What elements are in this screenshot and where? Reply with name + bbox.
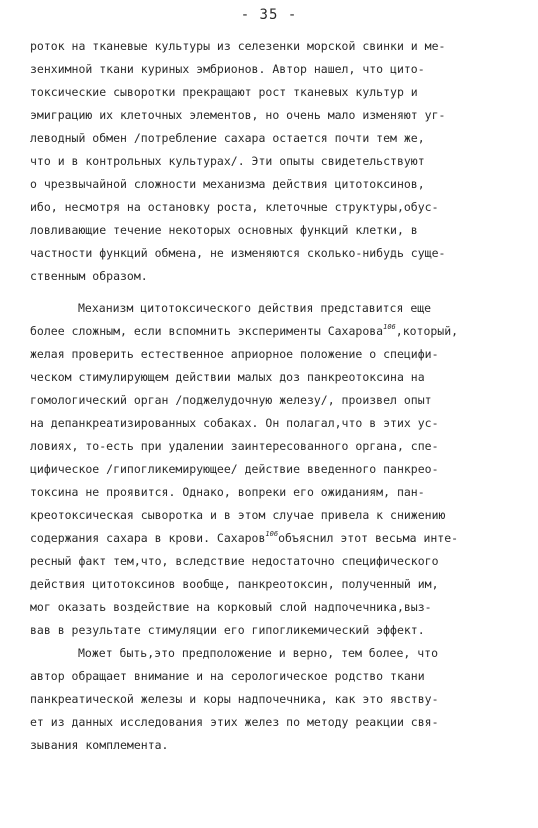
text-segment: ,который, — [395, 324, 459, 338]
text-line: ресный факт тем,что, вследствие недостаточно специфического — [30, 554, 439, 568]
page-number: - 35 - — [240, 7, 298, 23]
text-line: эмиграцию их клеточных элементов, но очень мало изменяют уг- — [30, 108, 446, 122]
text-line: ибо, несмотря на остановку роста, клеточные структуры,обус- — [30, 200, 439, 214]
text-line: ет из данных исследования этих желез по методу реакции свя- — [30, 715, 439, 729]
text-line: действия цитотоксинов вообще, панкреотоксин, полученный им, — [30, 577, 439, 591]
paragraph-1 — [30, 35, 510, 288]
text-line: автор обращает внимание и на серологическое родство ткани — [30, 669, 425, 683]
text-line: гомологический орган /поджелудочную железу/, произвел опыт — [30, 393, 432, 407]
text-line: вав в результате стимуляции его гипогликемический эффект. — [30, 623, 425, 637]
text-line: зывания комплемента. — [30, 738, 169, 752]
text-line: леводный обмен /потребление сахара остается почти тем же, — [30, 131, 425, 145]
text-segment: объяснил этот весьма инте- — [278, 531, 459, 545]
text-line: зенхимной ткани куриных эмбрионов. Автор нашел, что цито- — [30, 62, 425, 76]
text-line: ловливающие течение некоторых основных функций клетки, в — [30, 223, 418, 237]
text-line: на депанкреатизированных собаках. Он полагал,что в этих ус- — [30, 416, 439, 430]
text-line: ческом стимулирующем действии малых доз панкреотоксина на — [30, 370, 425, 384]
text-line-with-reference — [30, 527, 510, 550]
text-line: желая проверить естественное априорное положение о специфи- — [30, 347, 439, 361]
reference-marker: 106 — [383, 323, 396, 331]
text-line: Механизм цитотоксического действия представится еще — [78, 301, 432, 315]
text-line: ловиях, то-есть при удалении заинтересованного органа, спе- — [30, 439, 439, 453]
body-text — [30, 35, 510, 757]
text-line-with-reference — [30, 320, 510, 343]
text-line: ственным образом. — [30, 269, 148, 283]
text-line: частности функций обмена, не изменяются сколько-нибудь суще- — [30, 246, 446, 260]
text-line: токсические сыворотки прекращают рост тканевых культур и — [30, 85, 418, 99]
paragraph-3 — [30, 642, 510, 757]
text-segment: содержания сахара в крови. Сахаров — [30, 531, 266, 545]
text-line: токсина не проявится. Однако, вопреки его ожиданиям, пан- — [30, 485, 425, 499]
text-line: о чрезвычайной сложности механизма действия цитотоксинов, — [30, 177, 425, 191]
text-segment: более сложным, если вспомнить эксперименты Сахарова — [30, 324, 384, 338]
text-line: что и в контрольных культурах/. Эти опыты свидетельствуют — [30, 154, 425, 168]
text-line: цифическое /гипогликемирующее/ действие введенного панкрео- — [30, 462, 439, 476]
paragraph-2 — [30, 297, 510, 642]
text-line: панкреатической железы и коры надпочечника, как это явству- — [30, 692, 439, 706]
text-line: мог оказать воздействие на корковый слой надпочечника,выз- — [30, 600, 432, 614]
text-line: Может быть,это предположение и верно, тем более, что — [78, 646, 439, 660]
text-line: креотоксическая сыворотка и в этом случае привела к снижению — [30, 508, 446, 522]
reference-marker: 106 — [265, 530, 279, 538]
text-line: роток на тканевые культуры из селезенки морской свинки и ме- — [30, 39, 446, 53]
